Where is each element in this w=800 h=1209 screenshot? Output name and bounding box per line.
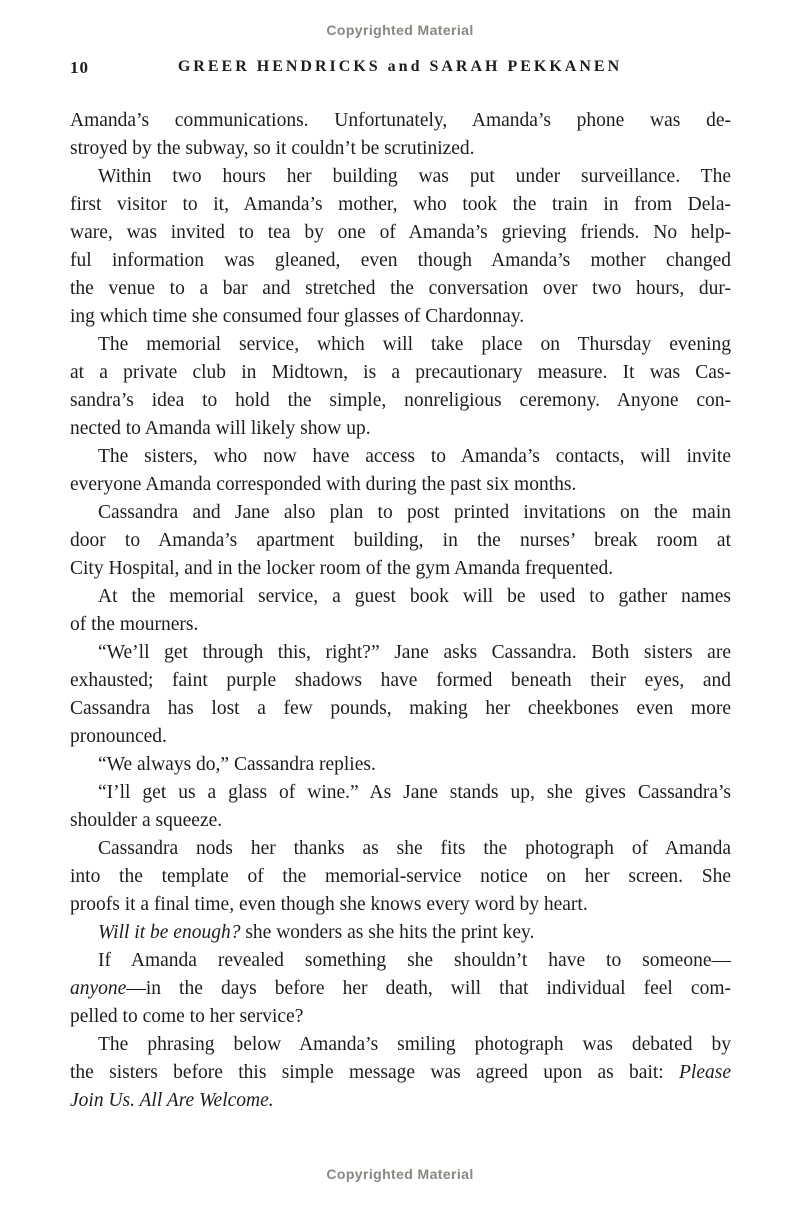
italic-text-run: Please: [679, 1062, 731, 1083]
text-line: [70, 555, 731, 583]
text-run: City Hospital, and in the locker room of the gym Amanda frequented.: [70, 558, 614, 579]
text-run: Cassandra has lost a few pounds, making her cheekbones even more: [70, 698, 731, 719]
text-line: [70, 303, 731, 331]
text-run: “We’ll get through this, right?” Jane asks Cassandra. Both sisters are: [98, 642, 731, 663]
text-line: [70, 807, 731, 835]
text-run: nected to Amanda will likely show up.: [70, 418, 371, 439]
text-line: [70, 1059, 731, 1087]
text-line: [70, 1003, 731, 1031]
text-run: sandra’s idea to hold the simple, nonreligious ceremony. Anyone con-: [70, 390, 731, 411]
text-line: [70, 107, 731, 135]
text-line: [70, 443, 731, 471]
text-run: “We always do,” Cassandra replies.: [98, 754, 376, 775]
text-line: [70, 135, 731, 163]
text-line: [70, 919, 731, 947]
text-line: [70, 723, 731, 751]
text-run: Within two hours her building was put under surveillance. The: [98, 166, 731, 187]
text-run: If Amanda revealed something she shouldn’t have to someone—: [98, 950, 731, 971]
text-run: the venue to a bar and stretched the conversation over two hours, dur-: [70, 278, 731, 299]
text-run: Cassandra and Jane also plan to post printed invitations on the main: [98, 502, 731, 523]
text-line: [70, 891, 731, 919]
running-header: [70, 58, 690, 82]
text-run: pelled to come to her service?: [70, 1006, 304, 1027]
text-run: exhausted; faint purple shadows have formed beneath their eyes, and: [70, 670, 731, 691]
text-run: the sisters before this simple message was agreed upon as bait:: [70, 1062, 680, 1083]
text-run: —in the days before her death, will that individual feel com-: [126, 978, 731, 999]
text-line: [70, 527, 731, 555]
text-line: [70, 1087, 731, 1115]
text-line: [70, 247, 731, 275]
text-run: into the template of the memorial-service notice on her screen. She: [70, 866, 731, 887]
text-line: [70, 667, 731, 695]
text-run: At the memorial service, a guest book will be used to gather names: [98, 586, 731, 607]
text-line: [70, 191, 731, 219]
text-run: ing which time she consumed four glasses of Chardonnay.: [70, 306, 525, 327]
text-run: door to Amanda’s apartment building, in the nurses’ break room at: [70, 530, 731, 551]
text-run: stroyed by the subway, so it couldn’t be scrutinized.: [70, 138, 475, 159]
text-line: [70, 163, 731, 191]
text-run: ful information was gleaned, even though Amanda’s mother changed: [70, 250, 731, 271]
text-run: ware, was invited to tea by one of Amanda’s grieving friends. No help-: [70, 222, 731, 243]
text-run: everyone Amanda corresponded with during the past six months.: [70, 474, 577, 495]
text-line: [70, 835, 731, 863]
italic-text-run: Join Us. All Are Welcome.: [70, 1090, 274, 1111]
text-run: of the mourners.: [70, 614, 199, 635]
running-head-authors: GREER HENDRICKS and SARAH PEKKANEN: [177, 58, 623, 75]
text-line: [70, 751, 731, 779]
copyright-notice-bottom: Copyrighted Material: [326, 1166, 474, 1182]
text-line: [70, 779, 731, 807]
text-line: [70, 583, 731, 611]
text-line: [70, 863, 731, 891]
text-line: [70, 471, 731, 499]
text-line: [70, 1031, 731, 1059]
text-line: [70, 947, 731, 975]
text-line: [70, 331, 731, 359]
text-run: Cassandra nods her thanks as she fits the photograph of Amanda: [98, 838, 731, 859]
text-run: The phrasing below Amanda’s smiling photograph was debated by: [98, 1034, 731, 1055]
text-line: [70, 359, 731, 387]
text-run: shoulder a squeeze.: [70, 810, 223, 831]
text-run: Amanda’s communications. Unfortunately, Amanda’s phone was de-: [70, 110, 731, 131]
text-run: pronounced.: [70, 726, 167, 747]
text-line: [70, 611, 731, 639]
italic-text-run: Will it be enough?: [98, 922, 241, 943]
text-run: “I’ll get us a glass of wine.” As Jane stands up, she gives Cassandra’s: [98, 782, 731, 803]
italic-text-run: anyone: [70, 978, 127, 999]
text-run: The memorial service, which will take place on Thursday evening: [98, 334, 731, 355]
text-run: she wonders as she hits the print key.: [240, 922, 535, 943]
text-run: proofs it a final time, even though she knows every word by heart.: [70, 894, 588, 915]
text-line: [70, 975, 731, 1003]
text-line: [70, 387, 731, 415]
text-run: The sisters, who now have access to Amanda’s contacts, will invite: [98, 446, 731, 467]
text-line: [70, 695, 731, 723]
text-run: at a private club in Midtown, is a precautionary measure. It was Cas-: [70, 362, 731, 383]
body-text: [70, 107, 731, 1115]
text-line: [70, 219, 731, 247]
copyright-notice-top: Copyrighted Material: [326, 22, 474, 38]
text-run: first visitor to it, Amanda’s mother, who took the train in from Dela-: [70, 194, 731, 215]
text-line: [70, 415, 731, 443]
text-line: [70, 639, 731, 667]
page-number: 10: [70, 58, 89, 77]
text-line: [70, 499, 731, 527]
text-line: [70, 275, 731, 303]
